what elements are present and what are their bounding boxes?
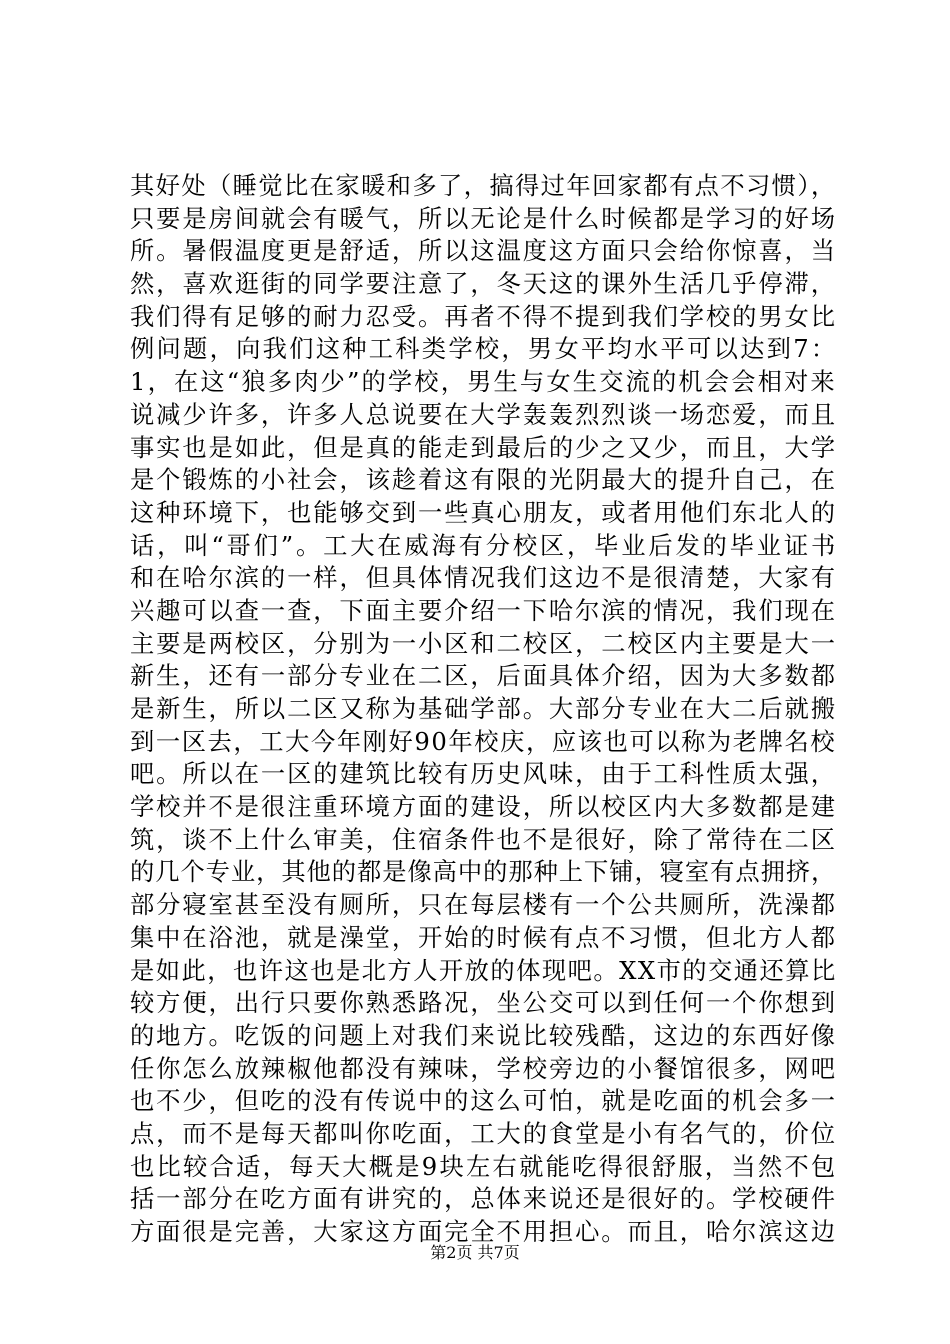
text-line: 说减少许多，许多人总说要在大学轰轰烈烈谈一场恋爱，而且 xyxy=(130,399,837,429)
text-line: 是新生，所以二区又称为基础学部。大部分专业在大二后就搬 xyxy=(130,694,837,723)
text-line: 括一部分在吃方面有讲究的，总体来说还是很好的。学校硬件 xyxy=(130,1184,837,1214)
text-line: 是个锻炼的小社会，该趁着这有限的光阴最大的提升自己，在 xyxy=(130,465,837,495)
text-line: 到一区去，工大今年刚好90年校庆，应该也可以称为老牌名校 xyxy=(130,726,837,756)
text-line: 是如此，也许这也是北方人开放的体现吧。XX市的交通还算比 xyxy=(130,955,837,985)
text-line: 话，叫“哥们”。工大在威海有分校区，毕业后发的毕业证书 xyxy=(130,530,839,560)
text-line: 方面很是完善，大家这方面完全不用担心。而且，哈尔滨这边 xyxy=(130,1217,837,1246)
text-line: 的地方。吃饭的问题上对我们来说比较残酷，这边的东西好像 xyxy=(130,1020,837,1050)
text-line: 这种环境下，也能够交到一些真心朋友，或者用他们东北人的 xyxy=(130,497,837,527)
text-line: 其好处（睡觉比在家暖和多了，搞得过年回家都有点不习惯）， xyxy=(130,171,837,200)
text-line: 任你怎么放辣椒他都没有辣味，学校旁边的小餐馆很多，网吧 xyxy=(130,1053,837,1083)
page-footer: 第2页 共7页 xyxy=(430,1243,520,1262)
text-line: 例问题，向我们这种工科类学校，男女平均水平可以达到7： xyxy=(130,334,838,364)
text-line: 1，在这“狼多肉少”的学校，男生与女生交流的机会会相对来 xyxy=(130,367,837,397)
text-line: 较方便，出行只要你熟悉路况，坐公交可以到任何一个你想到 xyxy=(130,988,837,1018)
text-line: 点，而不是每天都叫你吃面，工大的食堂是小有名气的，价位 xyxy=(130,1118,837,1148)
text-line: 的几个专业，其他的都是像高中的那种上下铺，寝室有点拥挤， xyxy=(130,857,837,887)
text-line: 只要是房间就会有暖气，所以无论是什么时候都是学习的好场 xyxy=(130,203,837,233)
text-line: 筑，谈不上什么审美，住宿条件也不是很好，除了常待在二区 xyxy=(130,824,837,854)
text-line: 所。暑假温度更是舒适，所以这温度这方面只会给你惊喜，当 xyxy=(130,236,837,266)
text-line: 然，喜欢逛街的同学要注意了，冬天这的课外生活几乎停滞， xyxy=(130,269,837,299)
text-line: 和在哈尔滨的一样，但具体情况我们这边不是很清楚，大家有 xyxy=(130,563,837,593)
text-line: 学校并不是很注重环境方面的建设，所以校区内大多数都是建 xyxy=(130,792,837,822)
text-line: 新生，还有一部分专业在二区，后面具体介绍，因为大多数都 xyxy=(130,661,837,691)
text-line: 事实也是如此，但是真的能走到最后的少之又少，而且，大学 xyxy=(130,432,837,462)
body-paragraph xyxy=(130,170,839,1249)
text-line: 吧。所以在一区的建筑比较有历史风味，由于工科性质太强， xyxy=(130,759,837,789)
text-line: 主要是两校区，分别为一小区和二校区，二校区内主要是大一 xyxy=(130,628,837,658)
text-line: 兴趣可以查一查，下面主要介绍一下哈尔滨的情况，我们现在 xyxy=(130,595,837,625)
text-line: 也不少，但吃的没有传说中的这么可怕，就是吃面的机会多一 xyxy=(130,1086,837,1116)
text-line: 集中在浴池，就是澡堂，开始的时候有点不习惯，但北方人都 xyxy=(130,922,837,952)
text-line: 我们得有足够的耐力忍受。再者不得不提到我们学校的男女比 xyxy=(130,301,837,331)
text-line: 也比较合适，每天大概是9块左右就能吃得很舒服，当然不包 xyxy=(130,1151,838,1181)
text-line: 部分寝室甚至没有厕所，只在每层楼有一个公共厕所，洗澡都 xyxy=(130,890,837,920)
